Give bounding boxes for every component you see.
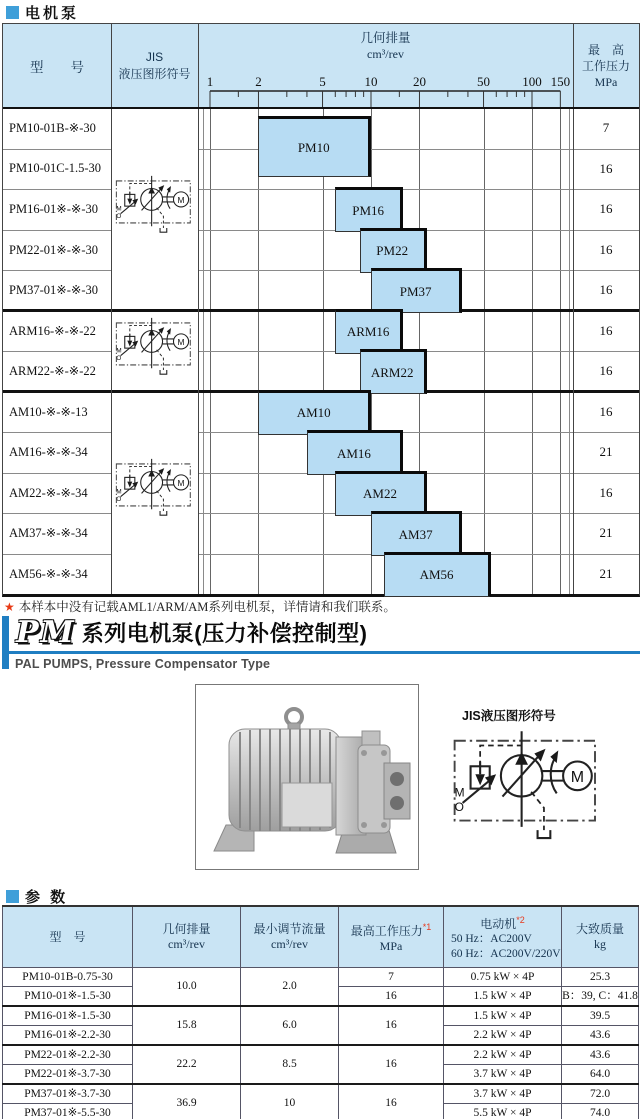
param-row: [3, 1084, 639, 1104]
column-header-jis: [111, 24, 198, 108]
selection-table-header: [3, 24, 639, 108]
pressure-cell: 21: [599, 444, 613, 460]
range-bar: [371, 511, 462, 556]
pressure-cell: 16: [599, 484, 613, 500]
param-mass-cell: 64.0: [562, 1065, 639, 1085]
param-min-flow-cell: 10: [241, 1084, 339, 1119]
bar-label: AM56: [419, 567, 454, 582]
param-header-model: 型 号: [3, 906, 133, 968]
range-bar: [258, 116, 371, 177]
banner-rule: [9, 651, 640, 654]
param-motor-cell: 1.5 kW × 4P: [444, 1006, 562, 1026]
pump-photo: [196, 685, 416, 867]
param-displacement-cell: 15.8: [133, 1006, 241, 1045]
pressure-cell: 21: [599, 565, 613, 581]
param-header-motor: 电动机$^{*2}$ 50 Hz：AC200V 60 Hz：AC200V/220V: [444, 906, 562, 968]
section-header-pumps: [6, 2, 79, 23]
pressure-cell: 16: [599, 403, 613, 419]
param-motor-cell: 5.5 kW × 4P: [444, 1104, 562, 1119]
jis-hydraulic-symbol: [113, 316, 197, 387]
param-model-cell: PM22-01※-2.2-30: [3, 1045, 133, 1065]
model-cell: AM10-※-※-13: [9, 404, 88, 419]
model-cell: PM16-01※-※-30: [9, 202, 99, 217]
range-bar: [335, 471, 426, 516]
bar-label: AM37: [398, 526, 433, 542]
model-cell: AM22-※-※-34: [9, 485, 88, 500]
blue-square-icon: [6, 890, 19, 903]
param-pressure-cell: 16: [339, 1045, 444, 1084]
pressure-header-line1: 最 高: [587, 43, 624, 57]
param-row: [3, 1006, 639, 1026]
axis-tick-label: 150: [550, 74, 571, 89]
pressure-cell: 16: [599, 282, 613, 298]
axis-tick-label: 5: [319, 74, 326, 89]
pressure-cell: 7: [602, 120, 610, 136]
model-cell: ARM22-※-※-22: [9, 364, 96, 379]
footnote-text: 本样本中没有记载AML1/ARM/AM系列电机泵，详情请和我们联系。: [18, 600, 396, 614]
pressure-cell: 16: [599, 201, 613, 217]
pressure-cell: 16: [599, 241, 613, 257]
param-motor-cell: 2.2 kW × 4P: [444, 1045, 562, 1065]
param-model-cell: PM10-01B-0.75-30: [3, 968, 133, 987]
bar-label: AM10: [296, 405, 331, 420]
section-header-params: [6, 886, 68, 907]
banner-accent-bar: [2, 616, 9, 669]
column-border: [111, 24, 112, 594]
model-cell: AM37-※-※-34: [9, 526, 88, 541]
section-title-pumps: 电机泵: [25, 5, 80, 22]
pump-selection-table: [2, 23, 640, 597]
bar-label: ARM22: [370, 364, 414, 380]
blue-square-icon: [6, 6, 19, 19]
range-bar: [307, 430, 403, 475]
range-bar: [258, 390, 371, 435]
axis-tick-label: 100: [522, 74, 542, 89]
param-pressure-cell: 16: [339, 987, 444, 1007]
param-displacement-cell: 22.2: [133, 1045, 241, 1084]
bar-label: PM22: [376, 243, 409, 258]
param-min-flow-cell: 6.0: [241, 1006, 339, 1045]
pressure-cell: 21: [599, 525, 613, 541]
range-bar: [335, 187, 403, 232]
param-mass-cell: 39.5: [562, 1006, 639, 1026]
pm-series-logo: PM: [16, 614, 76, 650]
param-model-cell: PM22-01※-3.7-30: [3, 1065, 133, 1085]
param-row: [3, 1045, 639, 1065]
series-title: 系列电机泵(压力补偿控制型): [81, 620, 368, 646]
jis-hydraulic-symbol: [113, 457, 197, 528]
param-mass-cell: 72.0: [562, 1084, 639, 1104]
param-model-cell: PM16-01※-2.2-30: [3, 1026, 133, 1046]
model-cell: ARM16-※-※-22: [9, 323, 96, 338]
section-title-params: 参 数: [25, 889, 69, 906]
axis-tick-label: 10: [364, 74, 378, 89]
model-cell: PM10-01C-1.5-30: [9, 161, 102, 176]
jis-hydraulic-symbol-large: [448, 728, 608, 862]
jis-header-line1: JIS: [145, 50, 164, 64]
param-motor-cell: 2.2 kW × 4P: [444, 1026, 562, 1046]
param-min-flow-cell: 2.0: [241, 968, 339, 1007]
range-bar: [371, 268, 462, 313]
param-model-cell: PM10-01※-1.5-30: [3, 987, 133, 1007]
param-pressure-cell: 16: [339, 1084, 444, 1119]
axis-tick-label: 50: [477, 74, 491, 89]
series-banner: [16, 613, 367, 651]
param-mass-cell: 25.3: [562, 968, 639, 987]
param-motor-cell: 1.5 kW × 4P: [444, 987, 562, 1007]
bar-label: PM37: [399, 283, 432, 299]
axis-tick-label: 20: [412, 74, 426, 89]
range-bar: [384, 552, 492, 597]
column-border: [573, 24, 574, 594]
header-divider: [3, 107, 639, 110]
param-mass-cell: 43.6: [562, 1026, 639, 1046]
pressure-header-line2: 工作压力: [581, 59, 630, 73]
group-separator: [3, 309, 639, 312]
model-cell: PM37-01※-※-30: [9, 283, 99, 298]
param-mass-cell: 74.0: [562, 1104, 639, 1119]
bar-label: AM16: [336, 445, 371, 461]
bar-label: ARM16: [346, 324, 390, 339]
param-mass-cell: 43.6: [562, 1045, 639, 1065]
param-pressure-cell: 16: [339, 1006, 444, 1045]
range-bar: [360, 349, 427, 394]
param-displacement-cell: 10.0: [133, 968, 241, 1007]
parameters-table: [2, 905, 639, 1119]
param-model-cell: PM37-01※-3.7-30: [3, 1084, 133, 1104]
star-icon: ★: [4, 600, 15, 614]
pressure-cell: 16: [599, 160, 613, 176]
param-row: [3, 968, 639, 987]
jis-hydraulic-symbol: [113, 174, 197, 245]
param-motor-cell: 3.7 kW × 4P: [444, 1084, 562, 1104]
displacement-unit: cm³/rev: [367, 47, 404, 61]
axis-tick-label: 1: [206, 74, 214, 89]
bar-label: PM16: [352, 202, 385, 218]
param-model-cell: PM16-01※-1.5-30: [3, 1006, 133, 1026]
bar-label: AM22: [363, 486, 397, 501]
parameters-table-wrap: [2, 905, 638, 1119]
param-motor-cell: 3.7 kW × 4P: [444, 1065, 562, 1085]
param-header-mass: 大致质量 kg: [562, 906, 639, 968]
model-cell: PM22-01※-※-30: [9, 242, 99, 257]
product-photo-frame: [195, 684, 419, 870]
axis-tick-label: 2: [255, 74, 262, 89]
param-pressure-cell: 7: [339, 968, 444, 987]
pressure-cell: 16: [599, 322, 613, 338]
column-header-model: 型 号: [30, 60, 84, 75]
bar-label: PM10: [297, 139, 330, 155]
param-header-row: [3, 906, 639, 968]
param-displacement-cell: 36.9: [133, 1084, 241, 1119]
log-scale-axis: [198, 24, 573, 108]
param-header-min-flow: 最小调节流量 cm³/rev: [241, 906, 339, 968]
range-bar: [335, 309, 403, 354]
column-border: [198, 24, 199, 594]
param-model-cell: PM37-01※-5.5-30: [3, 1104, 133, 1119]
param-header-displacement: 几何排量 cm³/rev: [133, 906, 241, 968]
jis-symbol-label: JIS液压图形符号: [462, 709, 556, 723]
model-cell: PM10-01B-※-30: [9, 121, 96, 136]
series-subtitle: PAL PUMPS, Pressure Compensator Type: [15, 657, 271, 671]
displacement-title: 几何排量: [360, 31, 411, 45]
pressure-cell: 16: [599, 363, 613, 379]
pressure-header-unit: MPa: [594, 75, 618, 89]
param-min-flow-cell: 8.5: [241, 1045, 339, 1084]
model-cell: AM56-※-※-34: [9, 566, 88, 581]
param-header-pressure: 最高工作压力$^{*1}$ MPa: [339, 906, 444, 968]
param-mass-cell: B：39, C：41.8: [562, 987, 639, 1007]
model-cell: AM16-※-※-34: [9, 445, 88, 460]
range-bar: [360, 228, 427, 273]
column-header-pressure: [573, 24, 639, 108]
param-motor-cell: 0.75 kW × 4P: [444, 968, 562, 987]
jis-header-line2: 液压图形符号: [118, 67, 191, 81]
